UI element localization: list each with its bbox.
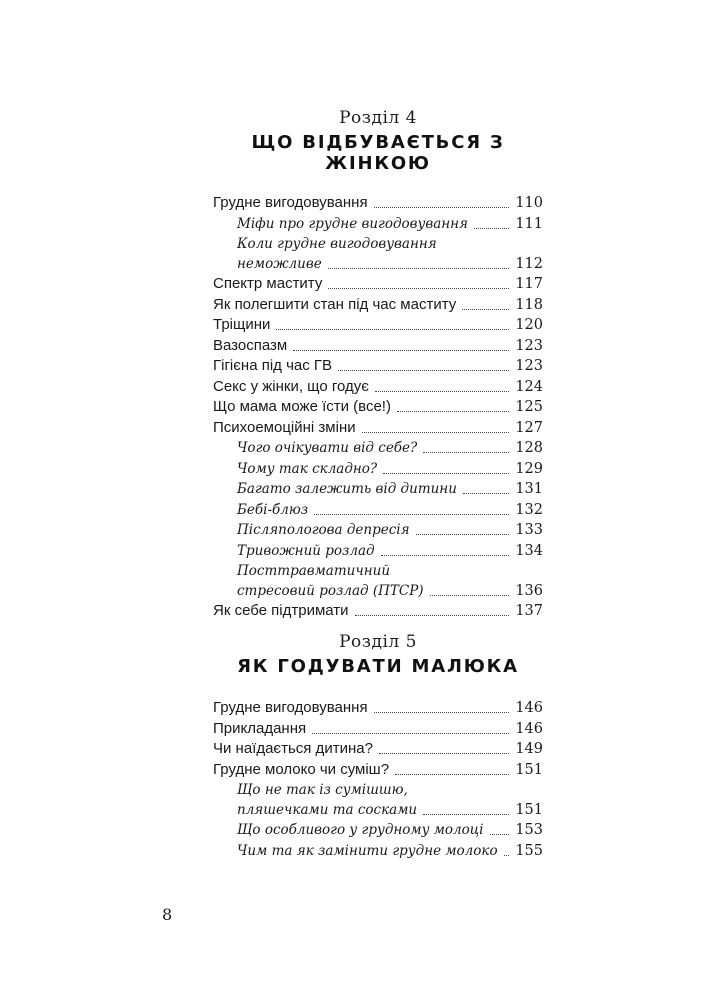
- toc-page-number: 123: [515, 337, 543, 354]
- toc-list: [213, 698, 543, 861]
- toc-entry: [213, 760, 543, 781]
- leader-dots: [383, 472, 509, 474]
- leader-dots: [374, 206, 509, 208]
- toc-entry: [213, 698, 543, 719]
- toc-page-number: 131: [515, 481, 543, 497]
- toc-entry: [213, 274, 543, 295]
- leader-dots: [490, 833, 510, 835]
- toc-entry-text: Психоемоційні зміни: [213, 418, 356, 436]
- toc-page-number: 118: [515, 296, 543, 313]
- page-number: 8: [162, 905, 173, 924]
- toc-entry: [213, 479, 543, 500]
- toc-page-number: 112: [515, 256, 543, 272]
- leader-dots: [423, 813, 509, 815]
- toc-entry-text: Грудне молоко чи суміш?: [213, 760, 390, 778]
- toc-entry: [213, 315, 543, 336]
- toc-entry: [213, 520, 543, 541]
- toc-page-number: 125: [515, 399, 543, 415]
- toc-entry: [213, 377, 543, 398]
- toc-entry-text: Що не так із сумішшю,: [237, 782, 408, 798]
- toc-entry-text: Секс у жінки, що годує: [213, 377, 369, 395]
- leader-dots: [397, 410, 509, 412]
- toc-page-number: 155: [515, 842, 543, 859]
- toc-entry: [213, 438, 543, 459]
- toc-entry-text: Гігієна під час ГВ: [213, 357, 333, 374]
- toc-entry-text: Коли грудне вигодовування: [237, 236, 437, 252]
- leader-dots: [276, 328, 509, 330]
- toc-entry: [213, 193, 543, 214]
- section-label: Розділ 5: [339, 632, 417, 652]
- toc-page-number: 127: [515, 419, 543, 436]
- toc-entry-text: Грудне вигодовування: [213, 194, 368, 211]
- toc-entry: [213, 234, 543, 274]
- toc-entry-text: Тріщини: [213, 316, 271, 333]
- leader-dots: [395, 773, 509, 775]
- toc-entry-text: Бебі-блюз: [237, 501, 309, 518]
- toc-entry: [213, 356, 543, 377]
- toc-entry-text: Прикладання: [213, 719, 307, 737]
- toc-entry-text: Вазоспазм: [213, 336, 288, 354]
- toc-entry: [213, 418, 543, 439]
- toc-page-number: 111: [515, 215, 543, 232]
- section-title: ЯК ГОДУВАТИ МАЛЮКА: [237, 656, 519, 677]
- toc-page-number: 136: [515, 583, 543, 599]
- toc-entry-text: Посттравматичний: [237, 563, 391, 579]
- toc-entry-text: Чого очікувати від себе?: [237, 440, 418, 456]
- leader-dots: [338, 369, 509, 371]
- toc-page-number: 153: [515, 822, 543, 838]
- toc-page-number: 133: [515, 522, 543, 538]
- leader-dots: [381, 554, 509, 556]
- section-label: Розділ 4: [339, 108, 417, 128]
- toc-entry-text: Грудне вигодовування: [213, 699, 368, 716]
- toc-entry: [213, 336, 543, 357]
- leader-dots: [463, 492, 509, 494]
- section-4: [213, 108, 543, 622]
- leader-dots: [474, 227, 509, 229]
- toc-entry: [213, 820, 543, 841]
- toc-page-number: 151: [515, 761, 543, 778]
- toc-entry: [213, 500, 543, 521]
- toc-entry-text: стресовий розлад (ПТСР): [237, 583, 424, 599]
- toc-entry: [213, 780, 543, 820]
- toc-entry-text: Як себе підтримати: [213, 602, 349, 619]
- toc-entry: [213, 295, 543, 316]
- toc-entry: [213, 601, 543, 622]
- leader-dots: [423, 451, 509, 453]
- leader-dots: [375, 390, 509, 392]
- toc-page-number: 134: [515, 542, 543, 559]
- toc-entry: [213, 719, 543, 740]
- leader-dots: [312, 732, 509, 734]
- toc-page-number: 149: [515, 741, 543, 757]
- toc-entry-text: Чому так складно?: [237, 460, 378, 477]
- toc-page-number: 129: [515, 460, 543, 477]
- leader-dots: [362, 431, 509, 433]
- leader-dots: [293, 349, 509, 351]
- toc-entry-text: Як полегшити стан під час маститу: [213, 295, 457, 313]
- toc-entry: [213, 541, 543, 562]
- toc-page-number: 117: [515, 276, 543, 292]
- toc-list: [213, 193, 543, 622]
- toc-page-number: 120: [515, 317, 543, 333]
- section-5: [213, 632, 543, 861]
- toc-page-number: 151: [515, 802, 543, 818]
- toc-entry-text: Міфи про грудне вигодовування: [237, 215, 468, 232]
- toc-entry-text: неможливе: [237, 256, 322, 272]
- leader-dots: [430, 594, 509, 596]
- toc-page-number: 128: [515, 440, 543, 456]
- leader-dots: [374, 711, 509, 713]
- toc-entry-text: Післяпологова депресія: [237, 522, 410, 538]
- toc-entry: [213, 459, 543, 480]
- toc-entry-text: Тривожний розлад: [237, 542, 375, 559]
- toc-entry-text: Чи наїдається дитина?: [213, 740, 373, 757]
- leader-dots: [462, 308, 509, 310]
- leader-dots: [314, 513, 509, 515]
- leader-dots: [379, 752, 509, 754]
- leader-dots: [504, 854, 509, 856]
- toc-entry-text: Багато залежить від дитини: [237, 481, 457, 497]
- toc-page-number: 146: [515, 720, 543, 737]
- toc-entry: [213, 397, 543, 418]
- toc-page-number: 146: [515, 700, 543, 716]
- leader-dots: [328, 267, 509, 269]
- leader-dots: [416, 533, 509, 535]
- toc-entry-text: пляшечками та сосками: [237, 802, 418, 818]
- toc-entry-text: Спектр маститу: [213, 275, 323, 292]
- toc-page-number: 123: [515, 358, 543, 374]
- toc-entry: [213, 739, 543, 760]
- toc-entry-text: Що особливого у грудному молоці: [237, 822, 484, 838]
- leader-dots: [355, 614, 509, 616]
- toc-page-number: 132: [515, 501, 543, 518]
- toc-entry: [213, 841, 543, 862]
- toc-page-number: 137: [515, 603, 543, 619]
- leader-dots: [328, 287, 509, 289]
- toc-entry-text: Чим та як замінити грудне молоко: [237, 842, 498, 859]
- toc-entry: [213, 214, 543, 235]
- toc-entry-text: Що мама може їсти (все!): [213, 398, 391, 415]
- toc-entry: [213, 561, 543, 601]
- section-title: ЩО ВІДБУВАЄТЬСЯ З ЖІНКОЮ: [251, 132, 505, 174]
- toc-page-number: 124: [515, 378, 543, 395]
- toc-page-number: 110: [515, 195, 543, 211]
